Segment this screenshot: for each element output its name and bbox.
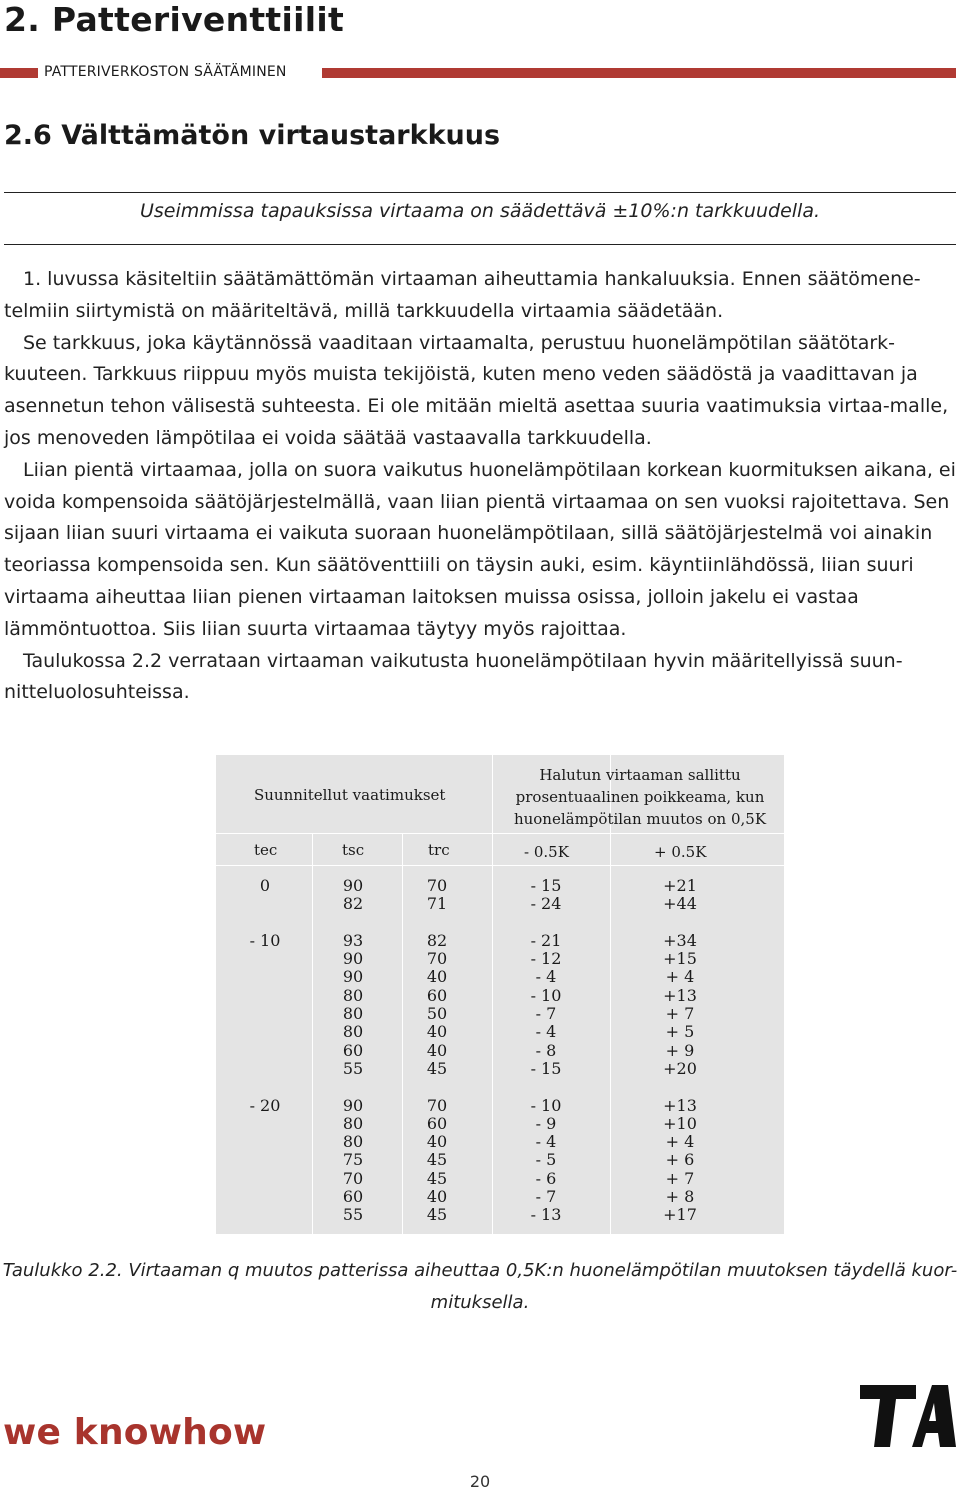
table-divider [312,833,313,1234]
column-header-plus: + 0.5K [654,843,707,861]
chapter-title: 2. Patteriventtiilit [4,0,345,39]
column-header-trc: trc [428,841,450,859]
highlight-statement: Useimmissa tapauksissa virtaama on säädettävä ±10%:n tarkkuudella. [139,200,821,222]
column-values-trc: 70 71 82 70 40 60 50 40 40 45 70 60 40 45 45 40 45 [426,876,448,1225]
column-values-tsc: 90 82 93 90 90 80 80 80 60 55 90 80 80 75 70 60 55 [342,876,364,1225]
table-divider [216,865,784,866]
table-divider [216,833,784,834]
table-divider [492,755,493,1234]
table-header-right-line-1: Halutun virtaaman sallittu [539,766,741,784]
column-values-tec: 0 - 10 - 20 [249,876,281,1115]
divider-bottom [4,244,956,245]
paragraph-1: 1. luvussa käsiteltiin säätämättömän virtaaman aiheuttamia hankaluuksia. Ennen säätömene-telmiin siirtymistä on määriteltävä, millä tarkkuudella virtaamia säädetään. [4,268,921,322]
page-number: 20 [469,1472,491,1491]
paragraph-3: Liian pientä virtaamaa, jolla on suora vaikutus huonelämpötilaan korkean kuormituksen aikana, ei voida kompensoida säätöjärjestelmällä, vaan liian pientä virtaamaa on sen vuoksi rajoitettava. Sen sijaan liian suuri virtaama ei vaikuta suoraan huonelämpötilaan, sillä säätöjärjestelmä voi ainakin teoriassa kompensoida sen. Kun säätöventtiili on täysin auki, esim. käyntiinlähdössä, liian suuri virtaama aiheuttaa liian pienen virtaaman laitoksen muissa osissa, jolloin jakelu ei vastaa lämmöntuottoa. Siis liian suurta virtaamaa täytyy myös rajoittaa. [4,458,956,640]
section-bar-left-stripe [0,68,38,78]
column-header-tsc: tsc [342,841,365,859]
column-header-minus: - 0.5K [524,843,569,861]
table-header-right-line-2: prosentuaalinen poikkeama, kun [515,788,765,806]
column-values-plus: +21 +44 +34 +15 + 4 +13 + 7 + 5 + 9 +20 +13 +10 + 4 + 6 + 7 + 8 +17 [663,876,697,1225]
paragraph-2: Se tarkkuus, joka käytännössä vaaditaan virtaamalta, perustuu huonelämpötilan säätötark-kuuteen. Tarkkuus riippuu myös muista tekijöistä, kuten meno veden säädöstä ja vaadittavan ja asennetun tehon välisestä suhteesta. Ei ole mitään mieltä asettaa suuria vaatimuksia virtaa-malle, jos menoveden lämpötilaa ei voida säätää vastaavalla tarkkuudella. [4,331,949,449]
table-header-right-line-3: huonelämpötilan muutos on 0,5K [513,810,767,828]
column-header-tec: tec [254,841,278,859]
table-divider [402,833,403,1234]
column-values-minus: - 15 - 24 - 21 - 12 - 4 - 10 - 7 - 4 - 8 - 15 - 10 - 9 - 4 - 5 - 6 - 7 - 13 [530,876,562,1225]
section-bar-right-stripe [322,68,956,78]
divider-top [4,192,956,193]
paragraph-4: Taulukossa 2.2 verrataan virtaaman vaikutusta huonelämpötilaan hyvin määritellyissä suun-nitteluolosuhteissa. [4,649,903,704]
ta-logo [860,1385,956,1447]
subsection-title: 2.6 Välttämätön virtaustarkkuus [4,120,501,151]
table-caption: Taulukko 2.2. Virtaaman q muutos patterissa aiheuttaa 0,5K:n huonelämpötilan muutoksen täydellä kuor-mituksella. [2,1260,958,1313]
section-header-bar [0,64,960,82]
footer-slogan: we knowhow [3,1412,267,1453]
body-text [4,264,956,709]
deviation-table [216,755,784,1234]
section-label: PATTERIVERKOSTON SÄÄTÄMINEN [44,64,287,80]
table-header-left: Suunnitellut vaatimukset [254,786,446,804]
